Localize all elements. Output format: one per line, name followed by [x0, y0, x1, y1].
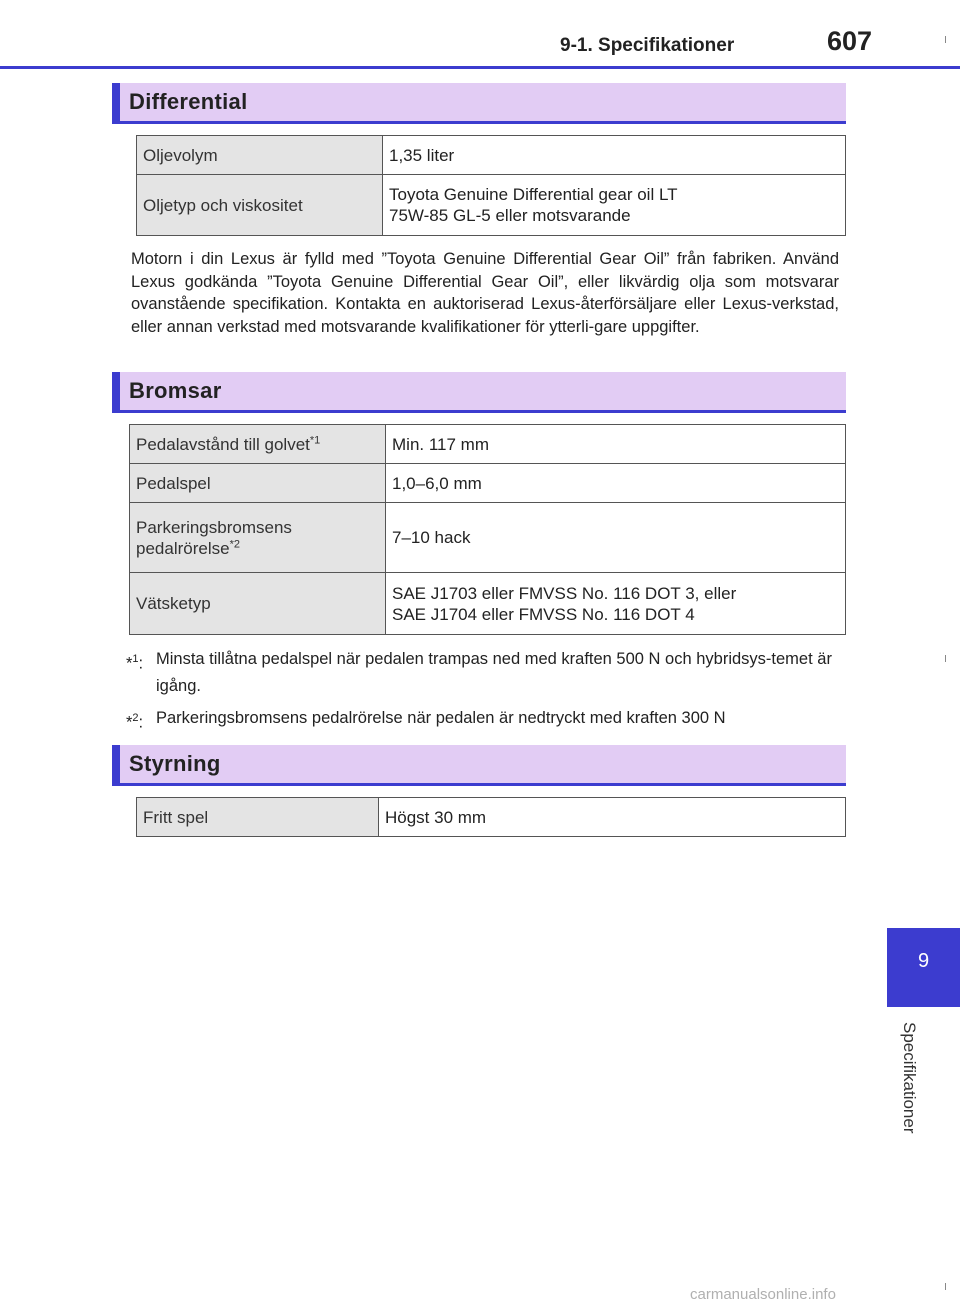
bromsar-title: Bromsar	[129, 378, 222, 403]
differential-note: Motorn i din Lexus är fylld med ”Toyota Genuine Differential Gear Oil” från fabriken. Använd Lexus godkända ”Toyota Genuine Differential Gear Oil”, eller likvärdig olja som motsvarar ovanstående specifikation. Kontakta en auktoriserad Lexus-återförsäljare eller Lexus-verkstad, eller annan verkstad med motsvarande kvalifikationer för ytterli-gare uppgifter.	[131, 250, 839, 336]
spec-value: 1,35 liter	[383, 136, 846, 175]
crop-mark	[945, 36, 946, 43]
spec-value: Min. 117 mm	[386, 425, 846, 464]
spec-value: 7–10 hack	[386, 503, 846, 573]
crop-mark	[945, 1283, 946, 1290]
section-title: 9-1. Specifikationer	[560, 35, 735, 56]
crop-mark	[945, 655, 946, 662]
spec-label: Parkeringsbromsens pedalrörelse$^{*2}$	[130, 503, 386, 573]
table-row	[137, 136, 846, 175]
footnote: *$^2$: Parkeringsbromsens pedalrörelse när pedalen är nedtryckt med kraften 300 N	[126, 709, 726, 732]
table-row	[130, 573, 846, 635]
table-row	[130, 503, 846, 573]
footnote: *$^1$: Minsta tillåtna pedalspel när pedalen trampas ned med kraften 500 N och hybridsys-temet är igång.	[126, 650, 832, 695]
spec-label: Oljetyp och viskositet	[137, 175, 383, 236]
chapter-tab	[887, 928, 960, 1007]
page-number: 607	[827, 26, 873, 56]
differential-heading	[112, 83, 846, 124]
table-row	[130, 464, 846, 503]
watermark: carmanualsonline.info	[690, 1286, 836, 1303]
table-row	[137, 175, 846, 236]
bromsar-heading	[112, 372, 846, 413]
footnote-ref: *1	[309, 433, 321, 446]
table-row	[137, 798, 846, 837]
spec-value: 1,0–6,0 mm	[386, 464, 846, 503]
styrning-table	[136, 797, 846, 837]
spec-label: Oljevolym	[137, 136, 383, 175]
spec-value: SAE J1703 eller FMVSS No. 116 DOT 3, eller SAE J1704 eller FMVSS No. 116 DOT 4	[386, 573, 846, 635]
bromsar-table	[129, 424, 846, 635]
differential-title: Differential	[129, 89, 248, 114]
styrning-title: Styrning	[129, 751, 221, 776]
chapter-number: 9	[917, 950, 930, 972]
spec-label: Pedalavstånd till golvet$^{*1}$	[130, 425, 386, 464]
chapter-label: Specifikationer	[900, 1022, 919, 1134]
spec-value: Toyota Genuine Differential gear oil LT 75W-85 GL-5 eller motsvarande	[383, 175, 846, 236]
spec-label: Pedalspel	[130, 464, 386, 503]
table-row	[130, 425, 846, 464]
spec-value: Högst 30 mm	[379, 798, 846, 837]
styrning-heading	[112, 745, 846, 786]
spec-label: Vätsketyp	[130, 573, 386, 635]
footnote-ref: *2	[229, 537, 240, 550]
spec-label: Fritt spel	[137, 798, 379, 837]
differential-table	[136, 135, 846, 236]
header-rule	[0, 66, 960, 69]
